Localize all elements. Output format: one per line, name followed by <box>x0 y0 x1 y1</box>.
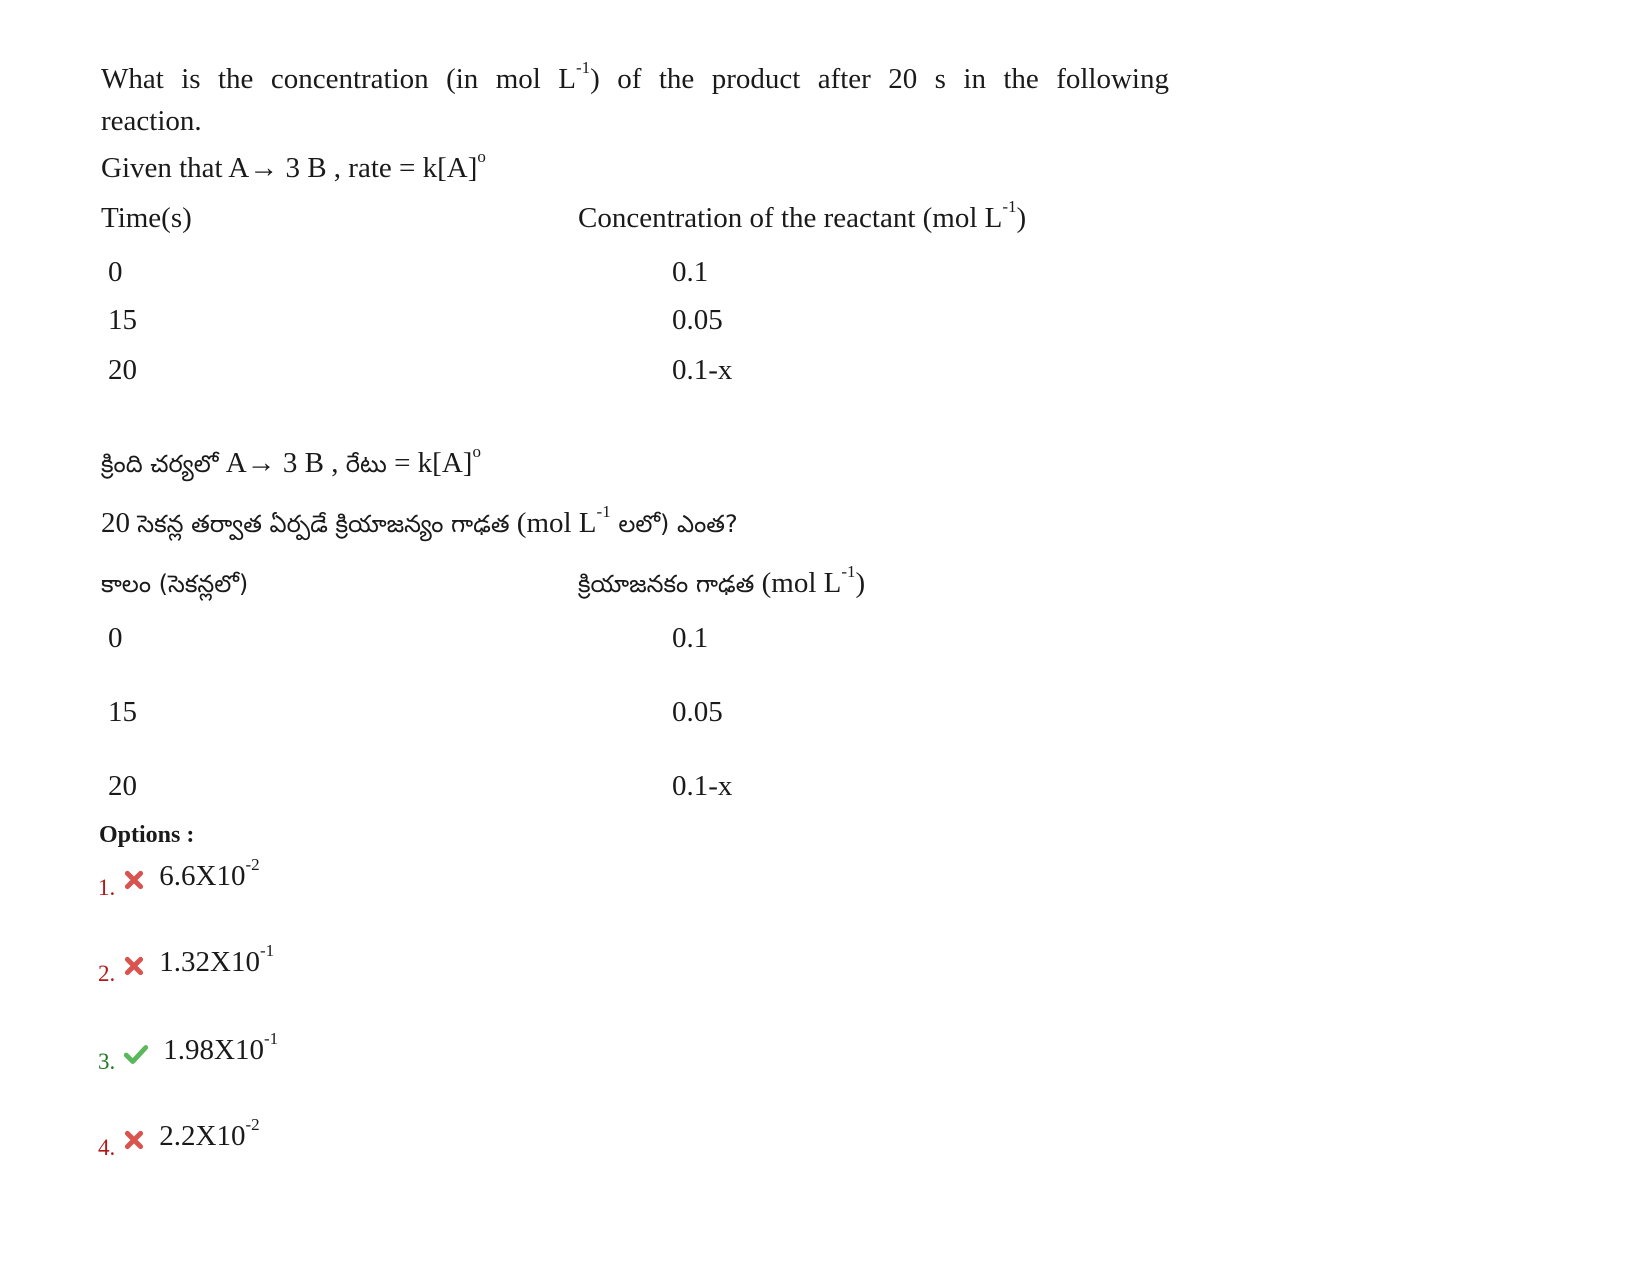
option-value: $1.98X10^{-1}$ <box>163 1029 279 1066</box>
question-line-2: reaction. <box>101 105 202 137</box>
table-te-conc-cell: 0.1-x <box>672 770 733 802</box>
table-en-col2-header: Concentration of the reactant (mol $L^{-1}$) <box>578 197 1027 234</box>
table-en-time-cell: 15 <box>108 304 137 336</box>
option-1[interactable] <box>98 855 260 900</box>
option-value: $2.2X10^{-2}$ <box>159 1115 260 1152</box>
table-en-col1-header: Time(s) <box>101 202 192 234</box>
table-en-conc-cell: 0.1 <box>672 256 709 288</box>
table-te-col2-header: క్రియాజనకం గాఢత (mol $L^{-1}$) <box>578 562 866 599</box>
table-te-conc-cell: 0.1 <box>672 622 709 654</box>
option-value: $1.32X10^{-1}$ <box>159 941 275 978</box>
table-en-conc-cell: 0.05 <box>672 304 723 336</box>
question-line-1: What is the concentration (in mol $L^{-1}$) of the product after 20 s in the following <box>101 58 1169 95</box>
table-te-col1-header: కాలం (సెకన్లలో) <box>101 570 249 598</box>
option-2[interactable] <box>98 941 275 986</box>
question-english <box>101 58 1169 142</box>
cross-mark-icon <box>123 869 145 891</box>
table-en-conc-cell: 0.1-x <box>672 354 733 386</box>
question-telugu-line-2: 20 సెకన్ల తర్వాత ఏర్పడే క్రియాజన్యం గాఢత (mol $L^{-1}$ లలో) ఎంత? <box>101 502 738 539</box>
question-telugu-line-1: క్రింది చర్యలో A→ 3 B , రేటు = $k[A]^o$ <box>101 442 481 479</box>
options-header: Options : <box>99 822 195 848</box>
option-3[interactable] <box>98 1029 279 1074</box>
table-te-time-cell: 0 <box>108 622 123 654</box>
table-te-time-cell: 15 <box>108 696 137 728</box>
check-mark-icon <box>123 1043 149 1065</box>
given-reaction: Given that A→ 3 B , rate = $k[A]^o$ <box>101 147 486 184</box>
option-number: 4. <box>98 1135 116 1160</box>
table-en-time-cell: 0 <box>108 256 123 288</box>
table-te-conc-cell: 0.05 <box>672 696 723 728</box>
cross-mark-icon <box>123 1129 145 1151</box>
option-value: $6.6X10^{-2}$ <box>159 855 260 892</box>
table-te-time-cell: 20 <box>108 770 137 802</box>
option-4[interactable] <box>98 1115 260 1160</box>
option-number: 2. <box>98 961 116 986</box>
cross-mark-icon <box>123 955 145 977</box>
option-number: 1. <box>98 875 116 900</box>
table-en-time-cell: 20 <box>108 354 137 386</box>
option-number: 3. <box>98 1049 116 1074</box>
